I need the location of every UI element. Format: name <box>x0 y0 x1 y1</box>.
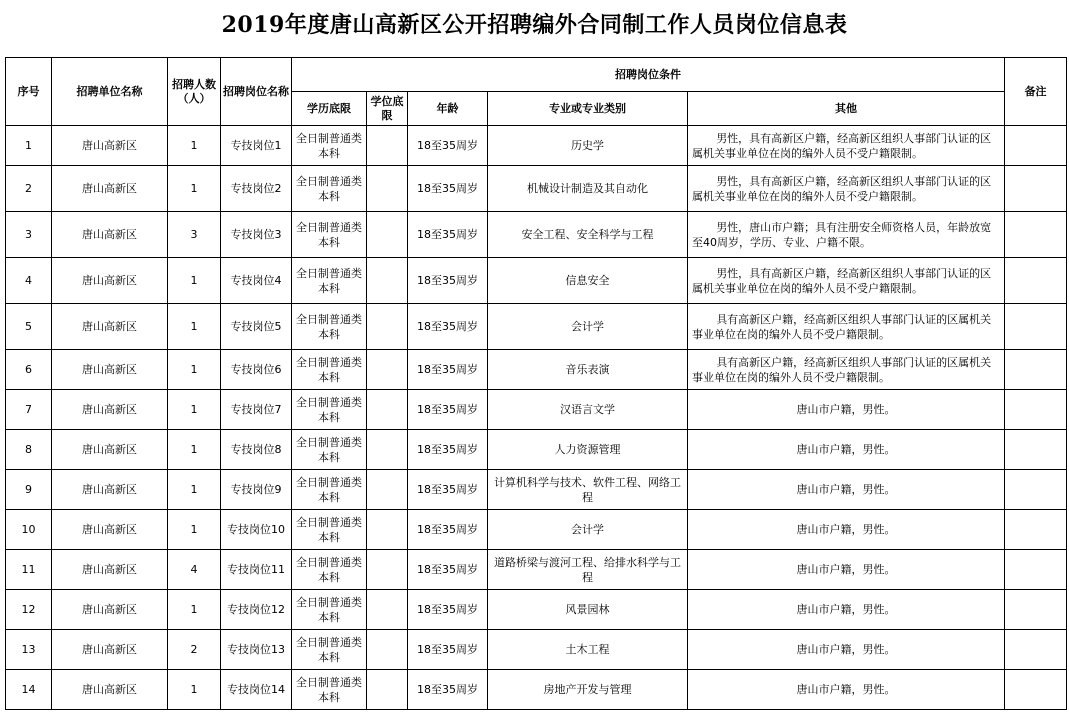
cell-remark <box>1005 212 1067 258</box>
cell-degree <box>367 304 408 350</box>
cell-unit: 唐山高新区 <box>52 590 168 630</box>
cell-unit: 唐山高新区 <box>52 470 168 510</box>
cell-age: 18至35周岁 <box>408 470 488 510</box>
cell-age: 18至35周岁 <box>408 304 488 350</box>
cell-major: 风景园林 <box>488 590 688 630</box>
cell-seq: 2 <box>6 166 52 212</box>
cell-other: 唐山市户籍，男性。 <box>688 510 1005 550</box>
cell-unit: 唐山高新区 <box>52 258 168 304</box>
cell-count: 1 <box>168 510 221 550</box>
cell-major: 人力资源管理 <box>488 430 688 470</box>
cell-seq: 10 <box>6 510 52 550</box>
cell-major: 道路桥梁与渡河工程、给排水科学与工程 <box>488 550 688 590</box>
cell-degree <box>367 550 408 590</box>
cell-education: 全日制普通类本科 <box>292 126 367 166</box>
cell-count: 1 <box>168 470 221 510</box>
header-post: 招聘岗位名称 <box>221 58 292 126</box>
cell-unit: 唐山高新区 <box>52 304 168 350</box>
cell-count: 3 <box>168 212 221 258</box>
cell-unit: 唐山高新区 <box>52 212 168 258</box>
cell-education: 全日制普通类本科 <box>292 304 367 350</box>
cell-major: 汉语言文学 <box>488 390 688 430</box>
header-conditions: 招聘岗位条件 <box>292 58 1005 92</box>
cell-age: 18至35周岁 <box>408 212 488 258</box>
cell-age: 18至35周岁 <box>408 670 488 710</box>
cell-remark <box>1005 670 1067 710</box>
cell-major: 房地产开发与管理 <box>488 670 688 710</box>
cell-education: 全日制普通类本科 <box>292 430 367 470</box>
cell-other: 唐山市户籍，男性。 <box>688 630 1005 670</box>
cell-unit: 唐山高新区 <box>52 390 168 430</box>
cell-age: 18至35周岁 <box>408 258 488 304</box>
cell-education: 全日制普通类本科 <box>292 550 367 590</box>
table-row <box>6 670 1067 710</box>
cell-major: 机械设计制造及其自动化 <box>488 166 688 212</box>
cell-post: 专技岗位6 <box>221 350 292 390</box>
cell-post: 专技岗位4 <box>221 258 292 304</box>
table-body <box>6 126 1067 710</box>
cell-age: 18至35周岁 <box>408 630 488 670</box>
cell-degree <box>367 430 408 470</box>
cell-remark <box>1005 430 1067 470</box>
cell-remark <box>1005 470 1067 510</box>
cell-education: 全日制普通类本科 <box>292 670 367 710</box>
page-title: 2019年度唐山高新区公开招聘编外合同制工作人员岗位信息表 <box>221 12 848 38</box>
cell-degree <box>367 630 408 670</box>
cell-education: 全日制普通类本科 <box>292 390 367 430</box>
cell-major: 音乐表演 <box>488 350 688 390</box>
table-row <box>6 590 1067 630</box>
cell-education: 全日制普通类本科 <box>292 166 367 212</box>
table-row <box>6 258 1067 304</box>
cell-count: 1 <box>168 350 221 390</box>
header-degree: 学位底限 <box>367 92 408 126</box>
header-major: 专业或专业类别 <box>488 92 688 126</box>
table-row <box>6 126 1067 166</box>
cell-post: 专技岗位14 <box>221 670 292 710</box>
cell-degree <box>367 258 408 304</box>
cell-education: 全日制普通类本科 <box>292 258 367 304</box>
header-row-1 <box>6 58 1067 92</box>
cell-major: 计算机科学与技术、软件工程、网络工程 <box>488 470 688 510</box>
cell-unit: 唐山高新区 <box>52 430 168 470</box>
cell-seq: 9 <box>6 470 52 510</box>
cell-degree <box>367 390 408 430</box>
cell-major: 会计学 <box>488 510 688 550</box>
cell-count: 1 <box>168 430 221 470</box>
cell-education: 全日制普通类本科 <box>292 350 367 390</box>
cell-unit: 唐山高新区 <box>52 550 168 590</box>
cell-seq: 6 <box>6 350 52 390</box>
cell-count: 1 <box>168 304 221 350</box>
cell-post: 专技岗位5 <box>221 304 292 350</box>
cell-age: 18至35周岁 <box>408 390 488 430</box>
cell-unit: 唐山高新区 <box>52 630 168 670</box>
cell-count: 1 <box>168 590 221 630</box>
cell-count: 1 <box>168 670 221 710</box>
cell-major: 安全工程、安全科学与工程 <box>488 212 688 258</box>
cell-remark <box>1005 304 1067 350</box>
cell-seq: 1 <box>6 126 52 166</box>
table-row <box>6 390 1067 430</box>
cell-seq: 12 <box>6 590 52 630</box>
cell-education: 全日制普通类本科 <box>292 590 367 630</box>
cell-other: 男性，具有高新区户籍，经高新区组织人事部门认证的区属机关事业单位在岗的编外人员不受户籍限制。 <box>688 258 1005 304</box>
cell-seq: 5 <box>6 304 52 350</box>
cell-post: 专技岗位2 <box>221 166 292 212</box>
cell-post: 专技岗位13 <box>221 630 292 670</box>
cell-post: 专技岗位9 <box>221 470 292 510</box>
cell-degree <box>367 590 408 630</box>
cell-age: 18至35周岁 <box>408 510 488 550</box>
cell-other: 男性，唐山市户籍；具有注册安全师资格人员，年龄放宽至40周岁，学历、专业、户籍不限。 <box>688 212 1005 258</box>
header-age: 年龄 <box>408 92 488 126</box>
cell-education: 全日制普通类本科 <box>292 212 367 258</box>
cell-count: 2 <box>168 630 221 670</box>
cell-count: 1 <box>168 258 221 304</box>
cell-other: 唐山市户籍，男性。 <box>688 430 1005 470</box>
cell-degree <box>367 470 408 510</box>
cell-unit: 唐山高新区 <box>52 166 168 212</box>
cell-post: 专技岗位3 <box>221 212 292 258</box>
cell-age: 18至35周岁 <box>408 550 488 590</box>
header-other: 其他 <box>688 92 1005 126</box>
cell-remark <box>1005 166 1067 212</box>
cell-post: 专技岗位1 <box>221 126 292 166</box>
cell-degree <box>367 350 408 390</box>
cell-other: 具有高新区户籍，经高新区组织人事部门认证的区属机关事业单位在岗的编外人员不受户籍限制。 <box>688 350 1005 390</box>
cell-post: 专技岗位10 <box>221 510 292 550</box>
cell-unit: 唐山高新区 <box>52 510 168 550</box>
cell-other: 男性，具有高新区户籍，经高新区组织人事部门认证的区属机关事业单位在岗的编外人员不受户籍限制。 <box>688 166 1005 212</box>
table-row <box>6 470 1067 510</box>
cell-count: 1 <box>168 390 221 430</box>
cell-major: 会计学 <box>488 304 688 350</box>
table-row <box>6 430 1067 470</box>
cell-count: 4 <box>168 550 221 590</box>
cell-remark <box>1005 550 1067 590</box>
header-unit: 招聘单位名称 <box>52 58 168 126</box>
cell-education: 全日制普通类本科 <box>292 630 367 670</box>
cell-education: 全日制普通类本科 <box>292 470 367 510</box>
cell-age: 18至35周岁 <box>408 166 488 212</box>
cell-other: 唐山市户籍，男性。 <box>688 390 1005 430</box>
cell-remark <box>1005 390 1067 430</box>
cell-remark <box>1005 630 1067 670</box>
cell-remark <box>1005 590 1067 630</box>
cell-major: 历史学 <box>488 126 688 166</box>
header-remark: 备注 <box>1005 58 1067 126</box>
cell-education: 全日制普通类本科 <box>292 510 367 550</box>
cell-other: 唐山市户籍，男性。 <box>688 590 1005 630</box>
cell-age: 18至35周岁 <box>408 430 488 470</box>
cell-post: 专技岗位8 <box>221 430 292 470</box>
job-table <box>5 57 1067 710</box>
cell-other: 唐山市户籍，男性。 <box>688 550 1005 590</box>
cell-other: 唐山市户籍，男性。 <box>688 670 1005 710</box>
cell-seq: 7 <box>6 390 52 430</box>
cell-age: 18至35周岁 <box>408 126 488 166</box>
cell-count: 1 <box>168 166 221 212</box>
cell-other: 具有高新区户籍，经高新区组织人事部门认证的区属机关事业单位在岗的编外人员不受户籍限制。 <box>688 304 1005 350</box>
cell-unit: 唐山高新区 <box>52 670 168 710</box>
cell-seq: 14 <box>6 670 52 710</box>
cell-remark <box>1005 350 1067 390</box>
cell-degree <box>367 126 408 166</box>
cell-degree <box>367 212 408 258</box>
cell-remark <box>1005 126 1067 166</box>
table-row <box>6 510 1067 550</box>
cell-age: 18至35周岁 <box>408 350 488 390</box>
cell-unit: 唐山高新区 <box>52 126 168 166</box>
cell-other: 男性，具有高新区户籍，经高新区组织人事部门认证的区属机关事业单位在岗的编外人员不受户籍限制。 <box>688 126 1005 166</box>
cell-post: 专技岗位7 <box>221 390 292 430</box>
cell-major: 土木工程 <box>488 630 688 670</box>
table-row <box>6 304 1067 350</box>
cell-remark <box>1005 258 1067 304</box>
cell-seq: 3 <box>6 212 52 258</box>
cell-post: 专技岗位11 <box>221 550 292 590</box>
cell-seq: 8 <box>6 430 52 470</box>
cell-major: 信息安全 <box>488 258 688 304</box>
cell-remark <box>1005 510 1067 550</box>
cell-seq: 13 <box>6 630 52 670</box>
table-row <box>6 212 1067 258</box>
header-seq: 序号 <box>6 58 52 126</box>
table-row <box>6 630 1067 670</box>
table-row <box>6 550 1067 590</box>
header-count: 招聘人数（人） <box>168 58 221 126</box>
cell-seq: 11 <box>6 550 52 590</box>
cell-count: 1 <box>168 126 221 166</box>
cell-degree <box>367 510 408 550</box>
cell-degree <box>367 166 408 212</box>
cell-age: 18至35周岁 <box>408 590 488 630</box>
header-education: 学历底限 <box>292 92 367 126</box>
cell-other: 唐山市户籍，男性。 <box>688 470 1005 510</box>
table-row <box>6 166 1067 212</box>
cell-unit: 唐山高新区 <box>52 350 168 390</box>
cell-post: 专技岗位12 <box>221 590 292 630</box>
table-row <box>6 350 1067 390</box>
cell-degree <box>367 670 408 710</box>
cell-seq: 4 <box>6 258 52 304</box>
